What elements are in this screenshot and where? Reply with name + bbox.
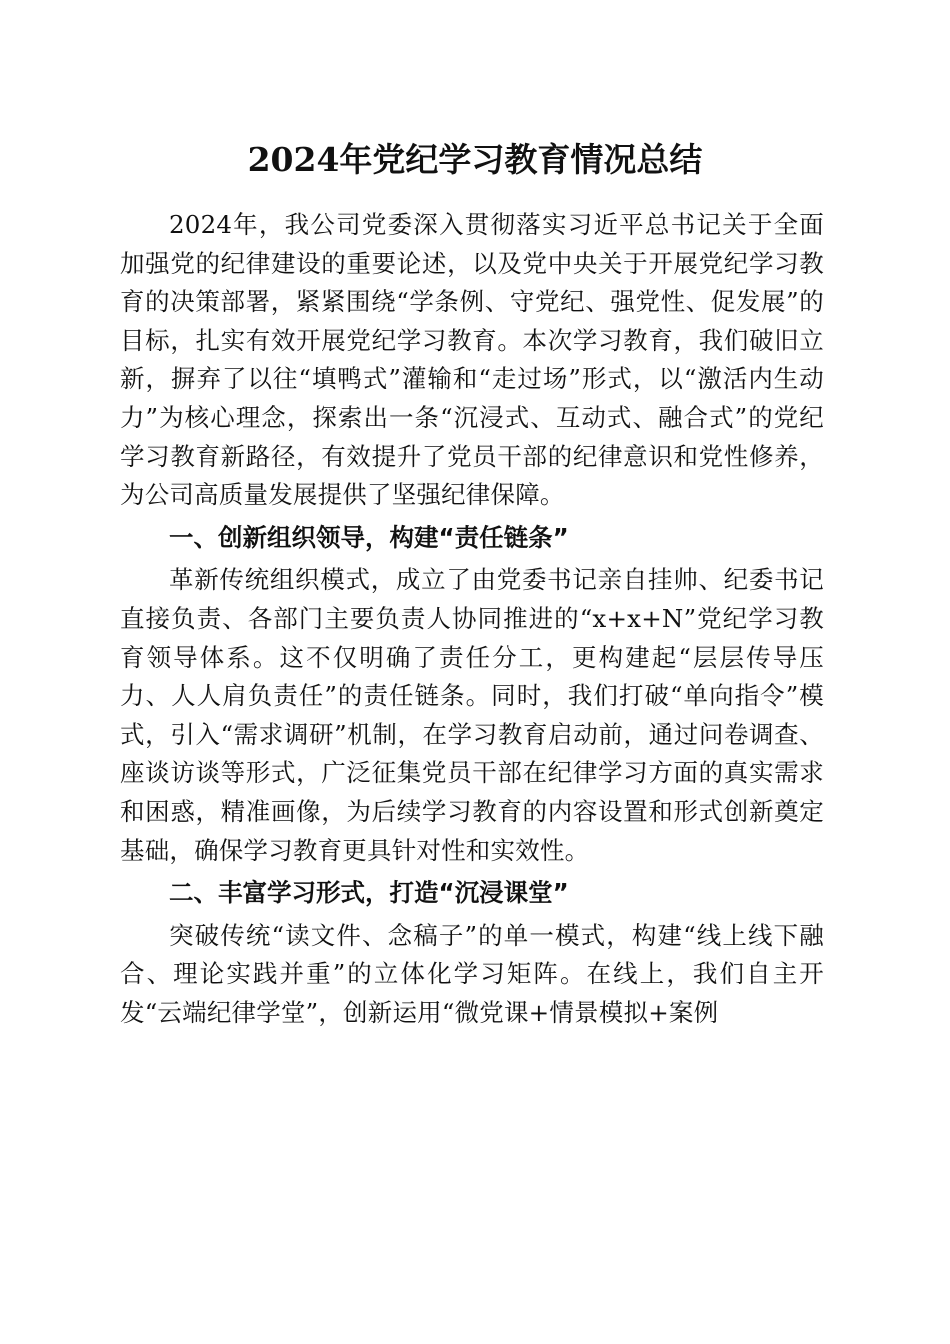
intro-paragraph: 2024年，我公司党委深入贯彻落实习近平总书记关于全面加强党的纪律建设的重要论述，以及党中央关于开展党纪学习教育的决策部署，紧紧围绕“学条例、守党纪、强党性、促发展”的目标，扎实有效开展党纪学习教育。本次学习教育，我们破旧立新，摒弃了以往“填鸭式”灌输和“走过场”形式，以“激活内生动力”为核心理念，探索出一条“沉浸式、互动式、融合式”的党纪学习教育新路径，有效提升了党员干部的纪律意识和党性修养，为公司高质量发展提供了坚强纪律保障。 [120, 210, 824, 510]
section-heading-1: 一、创新组织领导，构建“责任链条” [169, 522, 569, 552]
section-heading-2: 二、丰富学习形式，打造“沉浸课堂” [169, 878, 569, 908]
document-body [120, 206, 824, 1032]
section-body-1: 革新传统组织模式，成立了由党委书记亲自挂帅、纪委书记直接负责、各部门主要负责人协同推进的“x+x+N”党纪学习教育领导体系。这不仅明确了责任分工，更构建起“层层传导压力、人人肩负责任”的责任链条。同时，我们打破“单向指令”模式，引入“需求调研”机制，在学习教育启动前，通过问卷调查、座谈访谈等形式，广泛征集党员干部在纪律学习方面的真实需求和困惑，精准画像，为后续学习教育的内容设置和形式创新奠定基础，确保学习教育更具针对性和实效性。 [120, 565, 824, 865]
document-title: 2024年党纪学习教育情况总结 [247, 140, 703, 179]
section-body-2: 突破传统“读文件、念稿子”的单一模式，构建“线上线下融合、理论实践并重”的立体化学习矩阵。在线上，我们自主开发“云端纪律学堂”，创新运用“微党课+情景模拟+案例 [120, 920, 824, 1027]
